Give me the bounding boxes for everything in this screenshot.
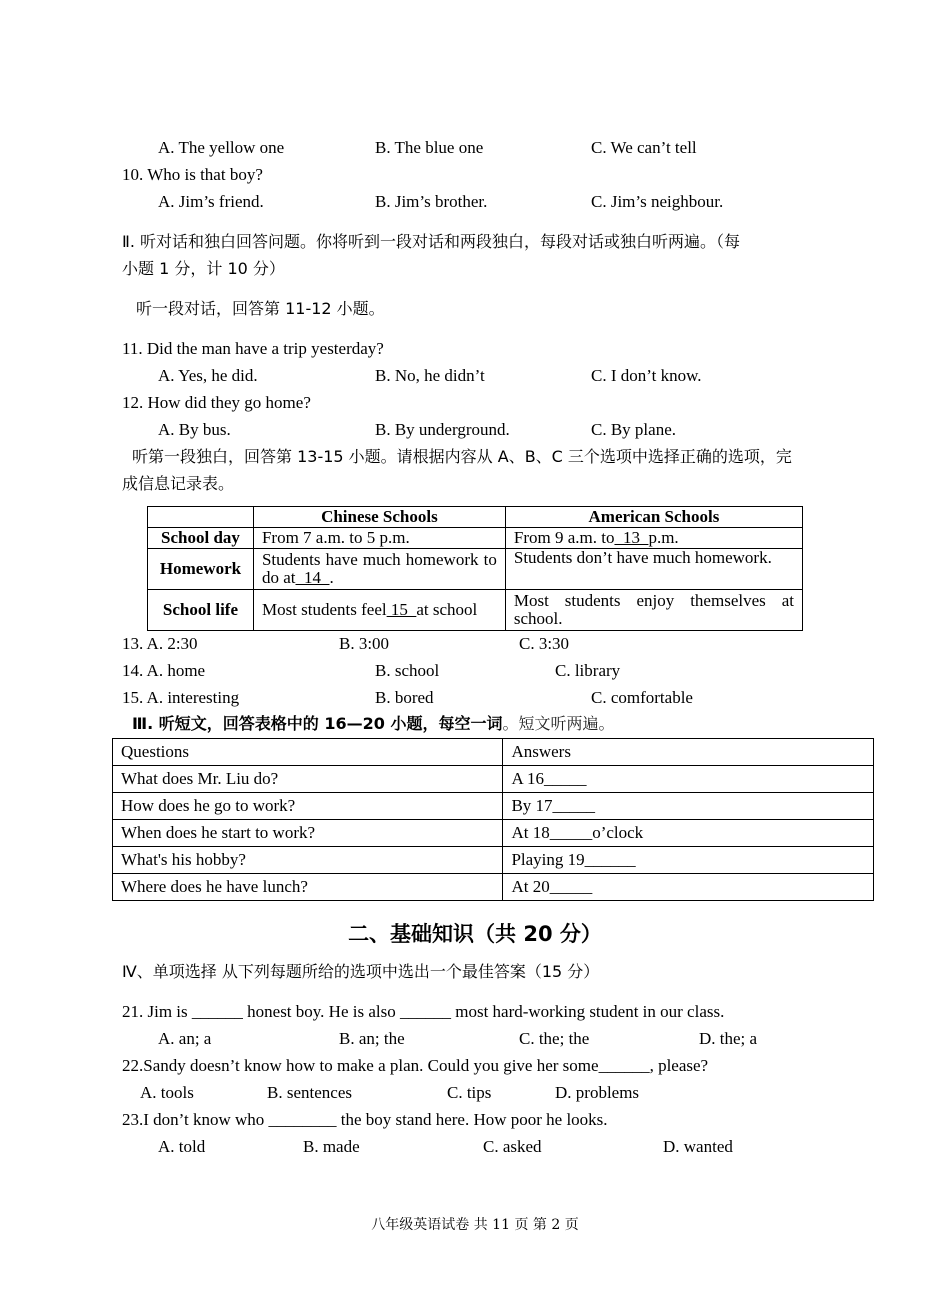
table-row [148, 528, 803, 549]
monologue1-instruction-line1: 听第一段独白，回答第 13-15 小题。请根据内容从 A、B、C 三个选项中选择正确的选项，完 [132, 447, 792, 466]
info-table-header-chinese: Chinese Schools [253, 507, 505, 528]
question-19: What's his hobby? [113, 847, 503, 874]
section4-heading: Ⅳ、单项选择 从下列每题所给的选项中选出一个最佳答案（15 分） [122, 962, 600, 981]
chinese-school-life-text: Most students feel [261, 600, 387, 619]
question-18: When does he start to work? [113, 820, 503, 847]
q22-option-c: C. tips [447, 1083, 492, 1102]
q12-stem: 12. How did they go home? [122, 393, 311, 412]
table-row [148, 549, 803, 590]
q21-option-d: D. the; a [699, 1029, 758, 1048]
q10-option-c: C. Jim’s neighbour. [591, 192, 724, 211]
section2-heading-line1: Ⅱ. 听对话和独白回答问题。你将听到一段对话和两段独白，每段对话或独白听两遍。（每 [122, 232, 741, 251]
q23-option-d: D. wanted [663, 1137, 733, 1156]
q10-option-b: B. Jim’s brother. [375, 192, 488, 211]
qa-header-answers: Answers [503, 739, 874, 766]
q21-option-b: B. an; the [339, 1029, 405, 1048]
answer-20-label: At 20 [511, 877, 550, 896]
q21-stem: 21. Jim is ______ honest boy. He is also ______ most hard-working student in our class. [122, 1002, 725, 1021]
monologue1-instruction-line2: 成信息记录表。 [122, 474, 235, 493]
answer-18-label: At 18 [511, 823, 550, 842]
q12-option-a: A. By bus. [158, 420, 231, 439]
q11-option-a: A. Yes, he did. [158, 366, 258, 385]
table-row [113, 793, 874, 820]
blank-20: _____ [549, 877, 593, 896]
q22-option-a: A. tools [140, 1083, 194, 1102]
q11-option-c: C. I don’t know. [591, 366, 702, 385]
q9-option-a: A. The yellow one [158, 138, 285, 157]
chinese-homework-suffix: . [329, 568, 334, 587]
q15-option-a: 15. A. interesting [122, 688, 240, 707]
answer-18-suffix: o’clock [592, 823, 644, 842]
q14-option-a: 14. A. home [122, 661, 206, 680]
chinese-homework-text: Students have much homework to do at [261, 550, 497, 587]
q14-option-c: C. library [555, 661, 621, 680]
dialogue-instruction: 听一段对话，回答第 11-12 小题。 [136, 299, 385, 318]
question-20: Where does he have lunch? [113, 874, 503, 901]
q9-option-b: B. The blue one [375, 138, 484, 157]
q23-stem: 23.I don’t know who ________ the boy stand here. How poor he looks. [122, 1110, 608, 1129]
row-label-school-life: School life [148, 590, 254, 631]
section3-heading [132, 714, 614, 734]
blank-14: 14 [295, 568, 330, 587]
q13-option-c: C. 3:30 [519, 634, 570, 653]
q13-option-a: 13. A. 2:30 [122, 634, 198, 653]
q21-option-a: A. an; a [158, 1029, 212, 1048]
table-row [113, 766, 874, 793]
q10-option-a: A. Jim’s friend. [158, 192, 264, 211]
answer-19 [503, 847, 874, 874]
q15-option-c: C. comfortable [591, 688, 693, 707]
chinese-school-life-suffix: at school [416, 600, 478, 619]
answer-17-label: By 17 [511, 796, 553, 815]
answer-18 [503, 820, 874, 847]
section2-heading-line2: 小题 1 分，计 10 分） [122, 259, 285, 278]
blank-18: _____ [549, 823, 593, 842]
q12-option-c: C. By plane. [591, 420, 676, 439]
section3-heading-rest: 。短文听两遍。 [502, 714, 615, 733]
blank-15: 15 [386, 600, 417, 619]
q22-option-d: D. problems [555, 1083, 640, 1102]
table-row [113, 820, 874, 847]
answer-16 [503, 766, 874, 793]
qa-table [112, 738, 874, 901]
blank-13: 13 [614, 528, 649, 547]
info-table-header-row [148, 507, 803, 528]
q22-option-b: B. sentences [267, 1083, 352, 1102]
q9-option-c: C. We can’t tell [591, 138, 697, 157]
q12-option-b: B. By underground. [375, 420, 510, 439]
table-row [148, 590, 803, 631]
question-16: What does Mr. Liu do? [113, 766, 503, 793]
section3-heading-bold: Ⅲ. 听短文，回答表格中的 16—20 小题，每空一词 [132, 714, 503, 733]
answer-16-label: A 16 [511, 769, 545, 788]
chinese-homework [253, 549, 505, 590]
q23-option-b: B. made [303, 1137, 360, 1156]
chinese-school-life [253, 590, 505, 631]
question-17: How does he go to work? [113, 793, 503, 820]
qa-table-header-row [113, 739, 874, 766]
answer-17 [503, 793, 874, 820]
blank-17: _____ [552, 796, 596, 815]
q14-option-b: B. school [375, 661, 440, 680]
qa-header-questions: Questions [113, 739, 503, 766]
part2-title: 二、基础知识（共 20 分） [348, 922, 602, 946]
american-school-life: Most students enjoy themselves at school. [505, 590, 802, 631]
chinese-school-day: From 7 a.m. to 5 p.m. [253, 528, 505, 549]
blank-19: ______ [584, 850, 636, 869]
info-record-table [147, 506, 803, 631]
row-label-homework: Homework [148, 549, 254, 590]
q11-option-b: B. No, he didn’t [375, 366, 485, 385]
page-footer: 八年级英语试卷 共 11 页 第 2 页 [371, 1217, 579, 1233]
answer-19-label: Playing 19 [511, 850, 585, 869]
q10-stem: 10. Who is that boy? [122, 165, 263, 184]
row-label-school-day: School day [148, 528, 254, 549]
american-school-day-text: From 9 a.m. to [513, 528, 615, 547]
q15-option-b: B. bored [375, 688, 434, 707]
q23-option-a: A. told [158, 1137, 206, 1156]
table-row [113, 874, 874, 901]
q11-stem: 11. Did the man have a trip yesterday? [122, 339, 384, 358]
answer-20 [503, 874, 874, 901]
american-school-day-suffix: p.m. [648, 528, 679, 547]
table-row [113, 847, 874, 874]
q23-option-c: C. asked [483, 1137, 542, 1156]
info-table-header-american: American Schools [505, 507, 802, 528]
blank-16: _____ [544, 769, 587, 788]
q13-option-b: B. 3:00 [339, 634, 390, 653]
info-table-header-blank [148, 507, 254, 528]
q21-option-c: C. the; the [519, 1029, 590, 1048]
q22-stem: 22.Sandy doesn’t know how to make a plan. Could you give her some______, please? [122, 1056, 709, 1075]
american-homework: Students don’t have much homework. [505, 549, 802, 590]
american-school-day [505, 528, 802, 549]
